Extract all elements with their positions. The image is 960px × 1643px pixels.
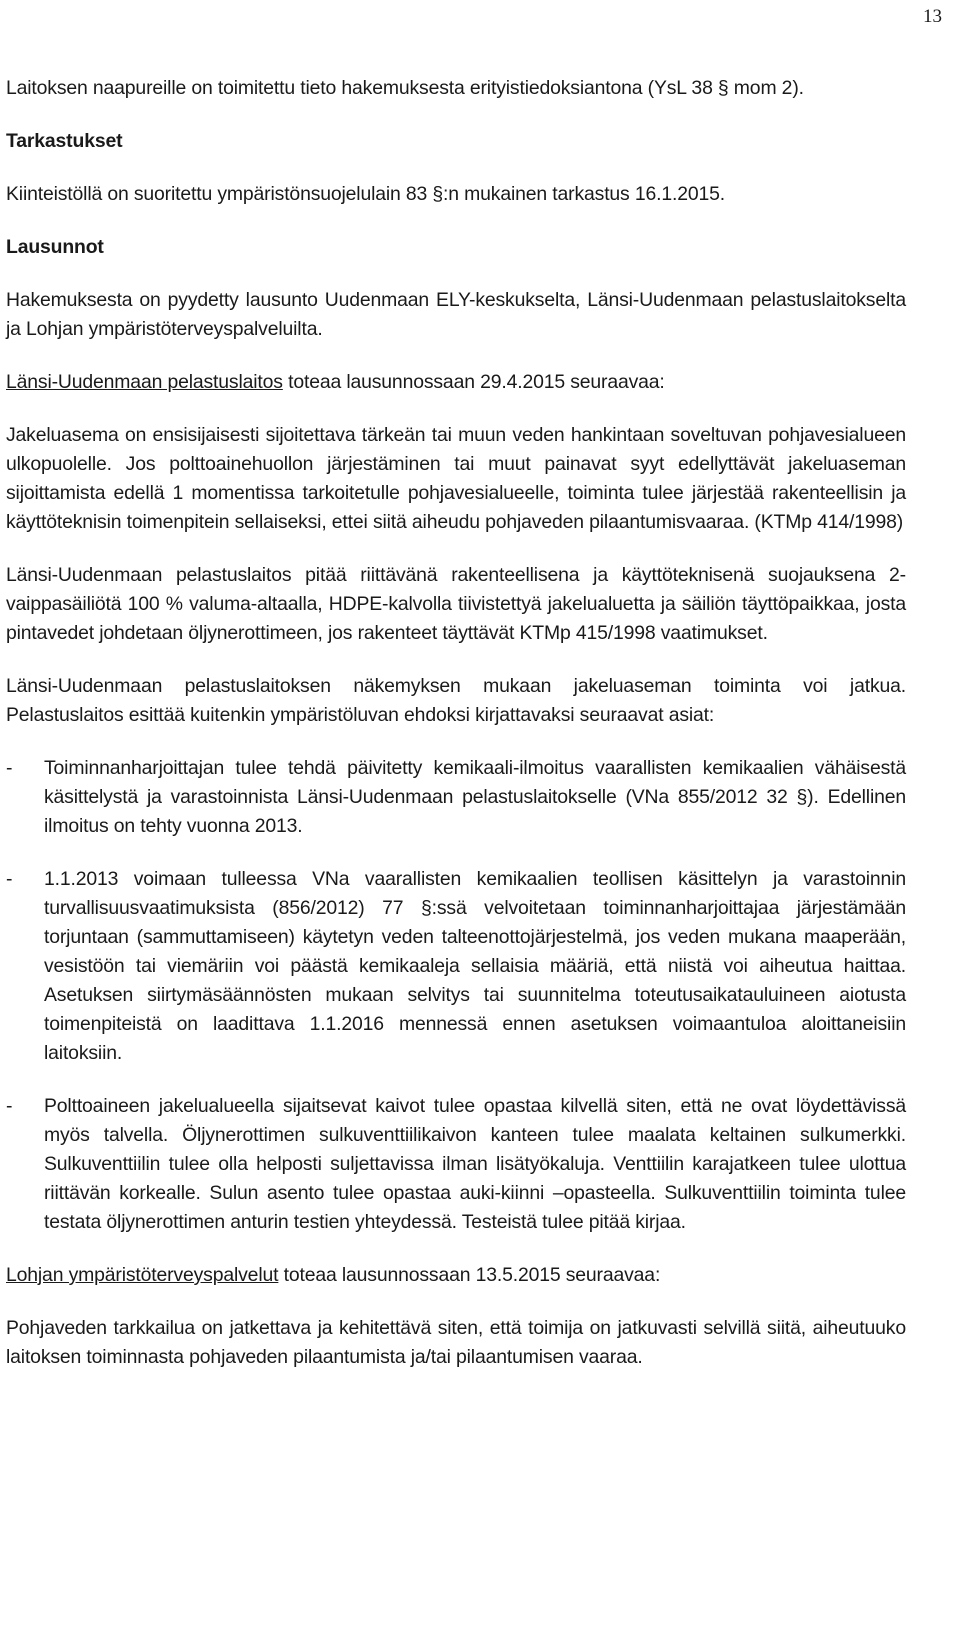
heading-tarkastukset: Tarkastukset	[6, 130, 123, 152]
list-dash: -	[6, 868, 13, 890]
list-dash: -	[6, 1095, 13, 1117]
municipal-health-date-text: toteaa lausunnossaan 13.5.2015 seuraavaa:	[278, 1264, 661, 1286]
rescue-department-name: Länsi-Uudenmaan pelastuslaitos	[6, 371, 283, 393]
municipal-health-paragraph-1: Pohjaveden tarkkailua on jatkettava ja kehitettävä siten, että toimija on jatkuvasti selvillä siitä, aiheutuuko laitoksen toiminnasta pohjaveden pilaantumista ja/tai pilaantumisen vaaraa.	[6, 1317, 906, 1368]
notification-paragraph: Laitoksen naapureille on toimitettu tieto hakemuksesta erityistiedoksiantona (YsL 38 § mom 2).	[6, 77, 804, 99]
rescue-statement-paragraph-1: Jakeluasema on ensisijaisesti sijoitettava tärkeän tai muun veden hankintaan soveltuvan pohjavesialueen ulkopuolelle. Jos polttoainehuollon järjestäminen tai muut painavat syyt edellyttävät jakeluaseman sijoittamista edellä 1 momentissa tarkoitetulle pohjavesialueelle, toiminta tulee järjestää rakenteellisin ja käyttöteknisin toimenpitein sellaiseksi, ettei siitä aiheudu pohjaveden pilaantumisvaaraa. (KTMp 414/1998)	[6, 424, 906, 533]
rescue-department-statement-intro	[6, 368, 906, 397]
list-item	[6, 865, 906, 1068]
municipal-health-name: Lohjan ympäristöterveyspalvelut	[6, 1264, 279, 1286]
list-item	[6, 754, 906, 841]
rescue-statement-paragraph-2: Länsi-Uudenmaan pelastuslaitos pitää riittävänä rakenteellisena ja käyttöteknisenä suojauksena 2-vaippasäiliötä 100 % valuma-altaalla, HDPE-kalvolla tiivistettyä jakelualuetta ja säiliön täyttöpaikkaa, josta pintavedet johdetaan öljynerottimeen, jos rakenteet täyttävät KTMp 415/1998 vaatimukset.	[6, 564, 906, 644]
statements-intro: Hakemuksesta on pyydetty lausunto Uudenmaan ELY-keskukselta, Länsi-Uudenmaan pelastuslaitokselta ja Lohjan ympäristöterveyspalveluilta.	[6, 289, 906, 340]
document-body	[6, 74, 906, 1372]
list-item-text: Toiminnanharjoittajan tulee tehdä päivitetty kemikaali-ilmoitus vaarallisten kemikaalien vähäisestä käsittelystä ja varastoinnista Länsi-Uudenmaan pelastuslaitokselle (VNa 855/2012 32 §). Edellinen ilmoitus on tehty vuonna 2013.	[44, 757, 906, 837]
heading-lausunnot: Lausunnot	[6, 236, 104, 258]
inspection-paragraph: Kiinteistöllä on suoritettu ympäristönsuojelulain 83 §:n mukainen tarkastus 16.1.2015.	[6, 183, 725, 205]
list-item-text: Polttoaineen jakelualueella sijaitsevat kaivot tulee opastaa kilvellä siten, että ne ovat löydettävissä myös talvella. Öljynerottimen sulkuventtiilikaivon kanteen tulee maalata keltainen sulkumerkki. Sulkuventtiilin tulee olla helposti suljettavissa ilman lisätyökaluja. Venttiilin karajatkeen tulee ulottua riittävän korkealle. Sulun asento tulee opastaa auki-kiinni –opasteella. Sulkuventtiilin toiminta tulee testata öljynerottimen anturin testien yhteydessä. Testeistä tulee pitää kirjaa.	[44, 1095, 906, 1233]
page-number: 13	[923, 6, 942, 27]
list-item	[6, 1092, 906, 1237]
municipal-health-statement-intro	[6, 1261, 906, 1290]
list-item-text: 1.1.2013 voimaan tulleessa VNa vaarallisten kemikaalien teollisen käsittelyn ja varastoinnin turvallisuusvaatimuksista (856/2012) 77 §:ssä velvoitetaan toiminnanharjoittajaa järjestämään torjuntaan (sammuttamiseen) käytetyn veden talteenottojärjestelmä, jos veden mukana maaperään, vesistöön tai viemäriin voi päästä kemikaaleja sellaisia määriä, että niistä voi aiheutua haittaa. Asetuksen siirtymäsäännösten mukaan selvitys tai suunnitelma toteutusaikatauluineen aiotusta toimenpiteistä on laadittava 1.1.2016 mennessä ennen asetuksen voimaantuloa aloittaneisiin laitoksiin.	[44, 868, 906, 1064]
rescue-statement-paragraph-3: Länsi-Uudenmaan pelastuslaitoksen näkemyksen mukaan jakeluaseman toiminta voi jatkua. Pelastuslaitos esittää kuitenkin ympäristöluvan ehdoksi kirjattavaksi seuraavat asiat:	[6, 675, 906, 726]
rescue-department-date-text: toteaa lausunnossaan 29.4.2015 seuraavaa:	[282, 371, 665, 393]
list-dash: -	[6, 757, 13, 779]
